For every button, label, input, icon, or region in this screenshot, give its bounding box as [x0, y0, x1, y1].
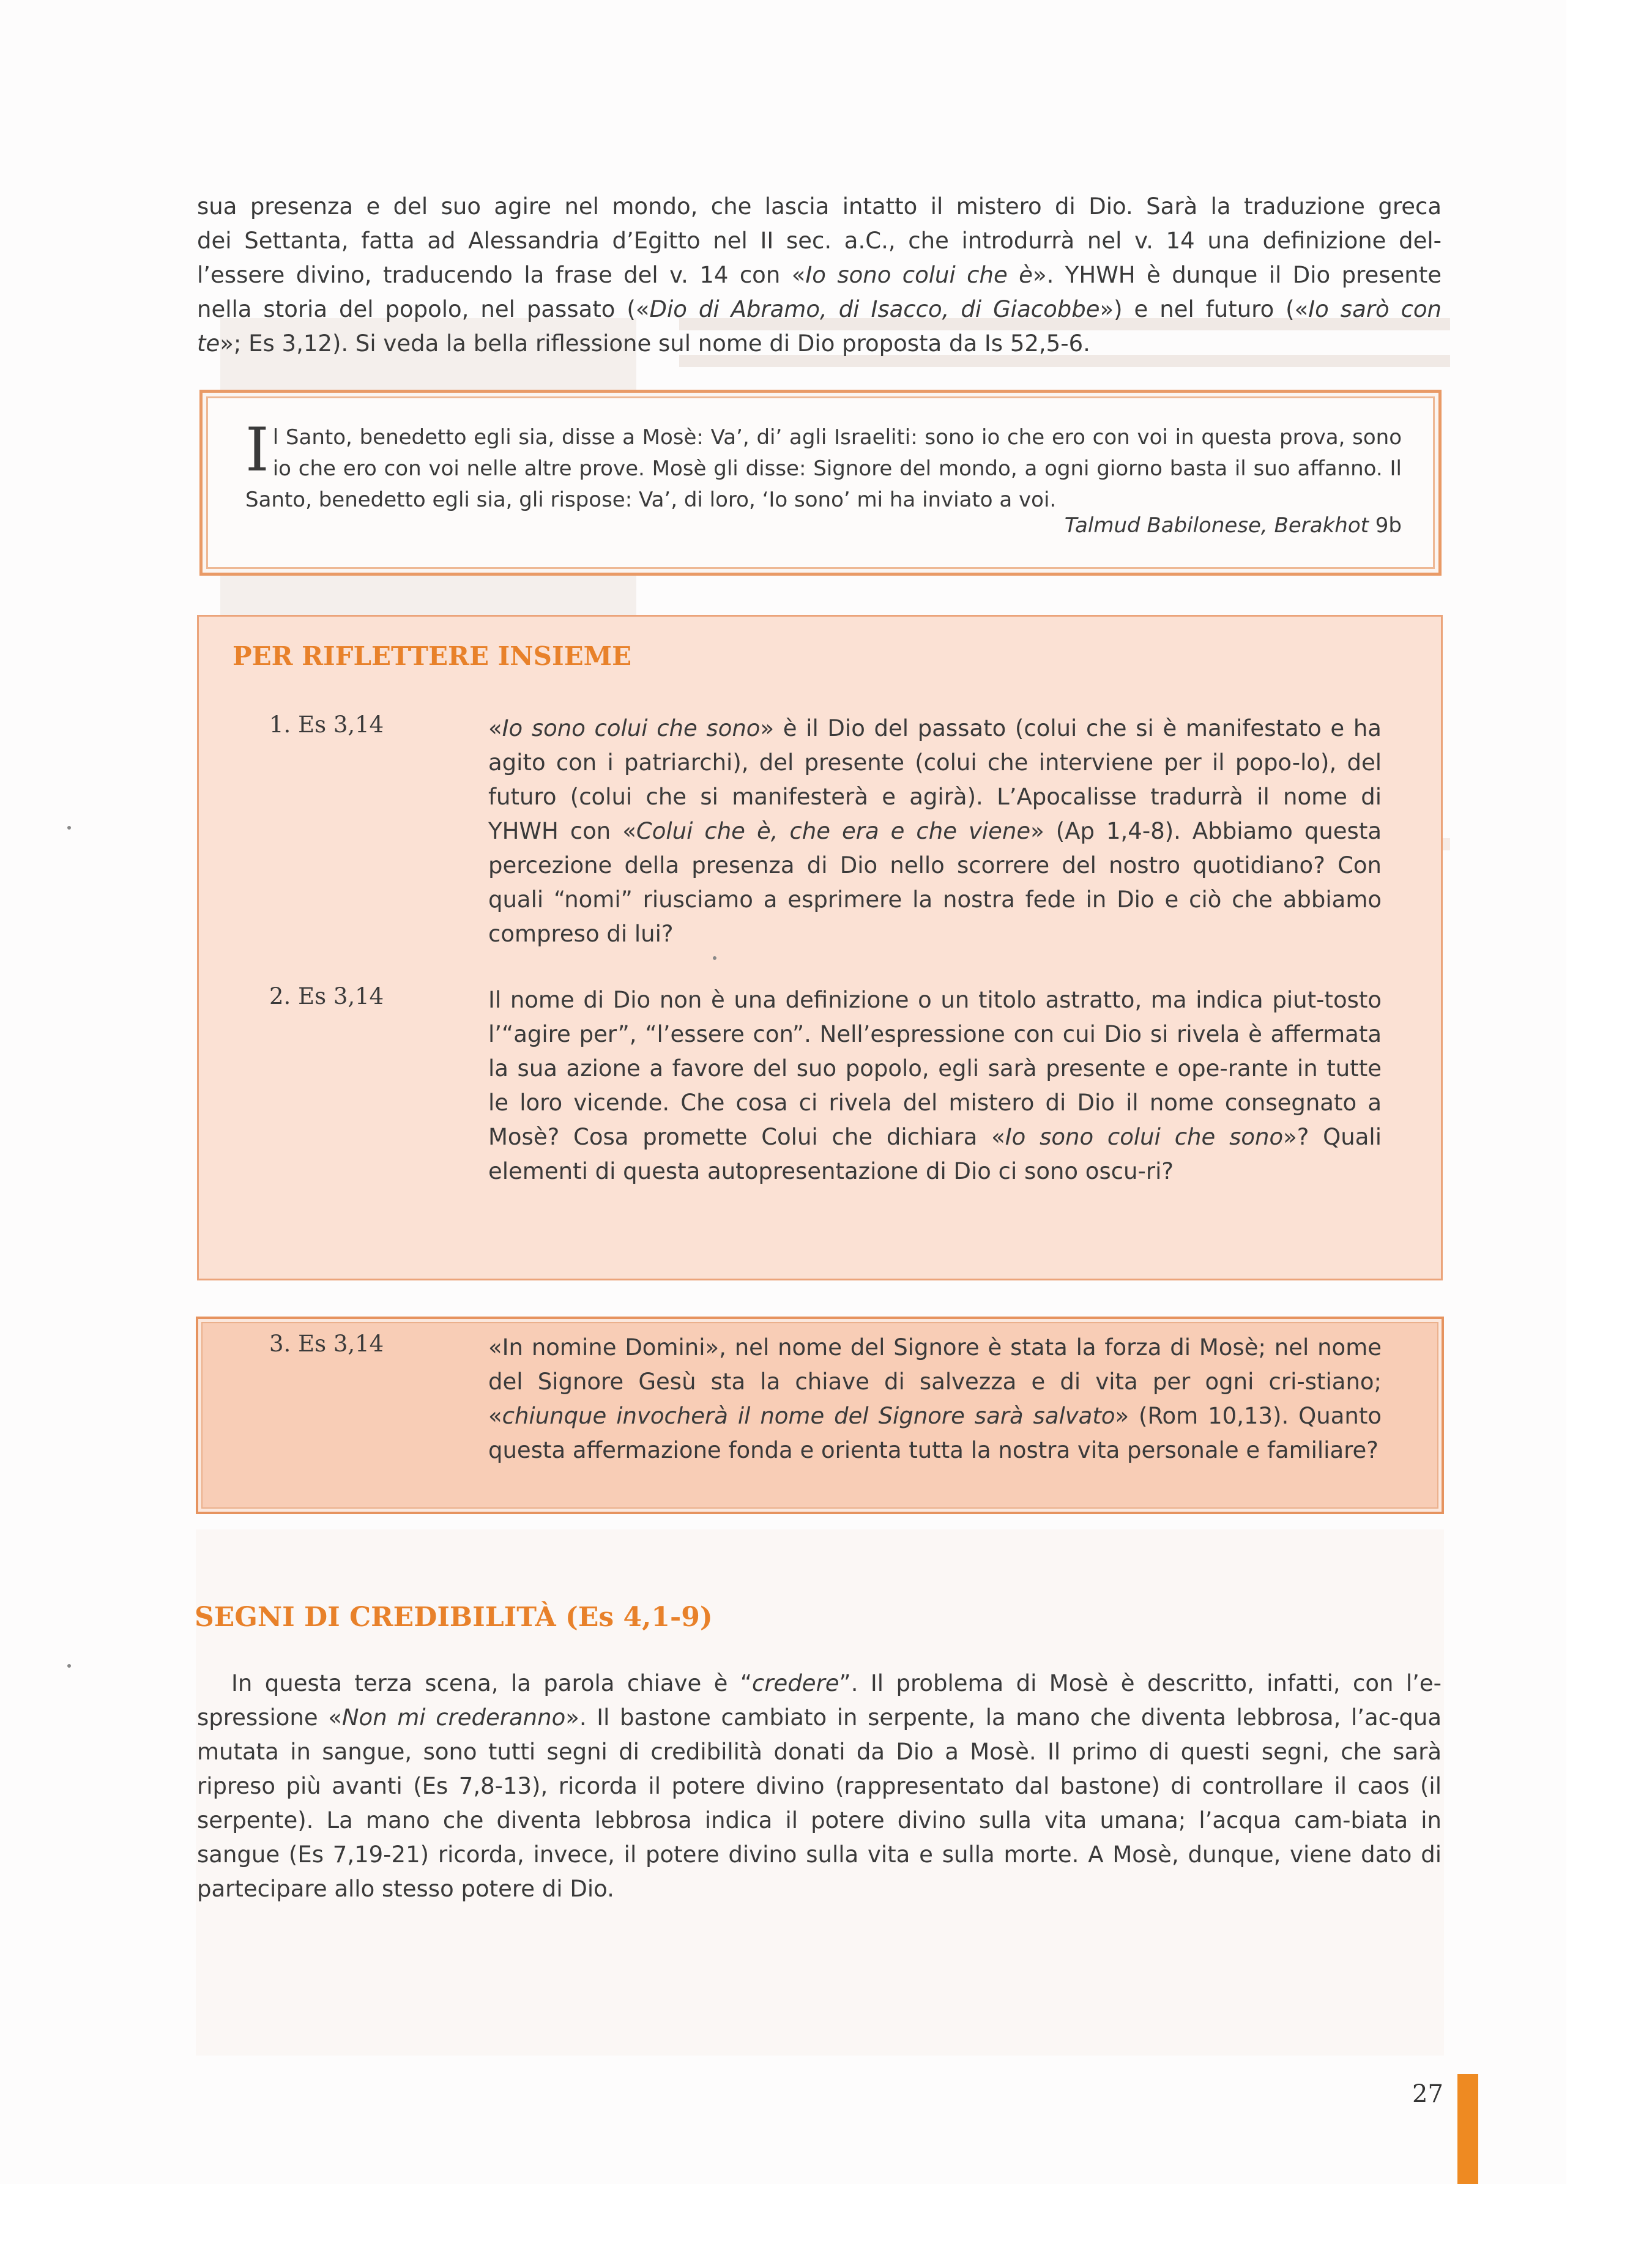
- intro-line: nella storia del popolo, nel passato («Dio di Abramo, di Isacco, di Giacobbe») e nel futuro («Io sarò con: [197, 296, 1442, 322]
- item-text: «Io sono colui che sono» è il Dio del passato (colui che si è manifestato e ha agito con i patriarchi), del presente (colui che interviene per il popo-lo), del futuro (colui che si manifesterà e agirà). L’Apocalisse tradurrà il nome di YHWH con «Colui che è, che era e che viene» (Ap 1,4-8). Abbiamo questa percezione della presenza di Dio nello scorrere del nostro quotidiano? Con quali “nomi” riusciamo a esprimere la nostra fede in Dio e ciò che abbiamo compreso di lui?: [488, 715, 1382, 947]
- section-title: SEGNI DI CREDIBILITÀ (Es 4,1-9): [195, 1602, 713, 1633]
- reflect-title: PER RIFLETTERE INSIEME: [233, 641, 632, 671]
- scan-speck: [713, 956, 716, 960]
- scan-margin: [1566, 0, 1652, 2255]
- intro-line: dei Settanta, fatta ad Alessandria d’Egitto nel II sec. a.C., che introdurrà nel v. 14 una definizione del-: [197, 228, 1442, 254]
- scan-speck: [67, 1664, 71, 1668]
- drop-cap: I: [245, 415, 269, 485]
- item-text: «In nomine Domini», nel nome del Signore è stata la forza di Mosè; nel nome del Signore Gesù sta la chiave di salvezza e di vita per ogni cri-stiano; «chiunque invocherà il nome del Signore sarà salvato» (Rom 10,13). Quanto questa affermazione fonda e orienta tutta la nostra vita personale e familiare?: [488, 1334, 1382, 1463]
- scan-speck: [67, 826, 71, 830]
- page-tab-bar: [1457, 2074, 1478, 2184]
- quote-text: Il Santo, benedetto egli sia, disse a Mosè: Va’, di’ agli Israeliti: sono io che ero con voi in questa prova, sono io che ero con voi nelle altre prove. Mosè gli disse: Signore del mondo, a ogni giorno basta il suo affanno. Il Santo, benedetto egli sia, gli rispose: Va’, di loro, ‘Io sono’ mi ha inviato a voi.: [245, 415, 1402, 512]
- quote-source: Talmud Babilonese, Berakhot 9b: [1064, 513, 1402, 538]
- section-paragraph: In questa terza scena, la parola chiave è “credere”. Il problema di Mosè è descritto, infatti, con l’e-spressione «Non mi crederanno». Il bastone cambiato in serpente, la mano che diventa lebbrosa, l’ac-qua mutata in sangue, sono tutti segni di credibilità donati da Dio a Mosè. Il primo di questi segni, che sarà ripreso più avanti (Es 7,8-13), ricorda il potere divino (rappresentato dal bastone) di controllare il caos (il serpente). La mano che diventa lebbrosa indica il potere divino sulla vita umana; l’acqua cam-biata in sangue (Es 7,19-21) ricorda, invece, il potere divino sulla vita e sulla morte. A Mosè, dunque, viene dato di partecipare allo stesso potere di Dio.: [197, 1670, 1442, 1902]
- item-text: Il nome di Dio non è una definizione o un titolo astratto, ma indica piut-tosto l’“agire per”, “l’essere con”. Nell’espressione con cui Dio si rivela è affermata la sua azione a favore del suo popolo, egli sarà presente e ope-rante in tutte le loro vicende. Che cosa ci rivela del mistero di Dio il nome consegnato a Mosè? Cosa promette Colui che dichiara «Io sono colui che sono»? Quali elementi di questa autopresentazione di Dio ci sono oscu-ri?: [488, 987, 1382, 1184]
- intro-paragraph: [197, 190, 1442, 361]
- item-ref: 3. Es 3,14: [269, 1331, 384, 1357]
- intro-line: te»; Es 3,12). Si veda la bella riflessione sul nome di Dio proposta da Is 52,5-6.: [197, 330, 1090, 357]
- scan-bottom-margin: [0, 2184, 1652, 2255]
- item-ref: 1. Es 3,14: [269, 711, 384, 738]
- quote-box: [199, 390, 1442, 576]
- item-ref: 2. Es 3,14: [269, 983, 384, 1009]
- intro-line: l’essere divino, traducendo la frase del v. 14 con «Io sono colui che è». YHWH è dunque il Dio presente: [197, 262, 1442, 288]
- intro-line: sua presenza e del suo agire nel mondo, che lascia intatto il mistero di Dio. Sarà la traduzione greca: [197, 193, 1442, 220]
- page-number: 27: [1412, 2080, 1443, 2108]
